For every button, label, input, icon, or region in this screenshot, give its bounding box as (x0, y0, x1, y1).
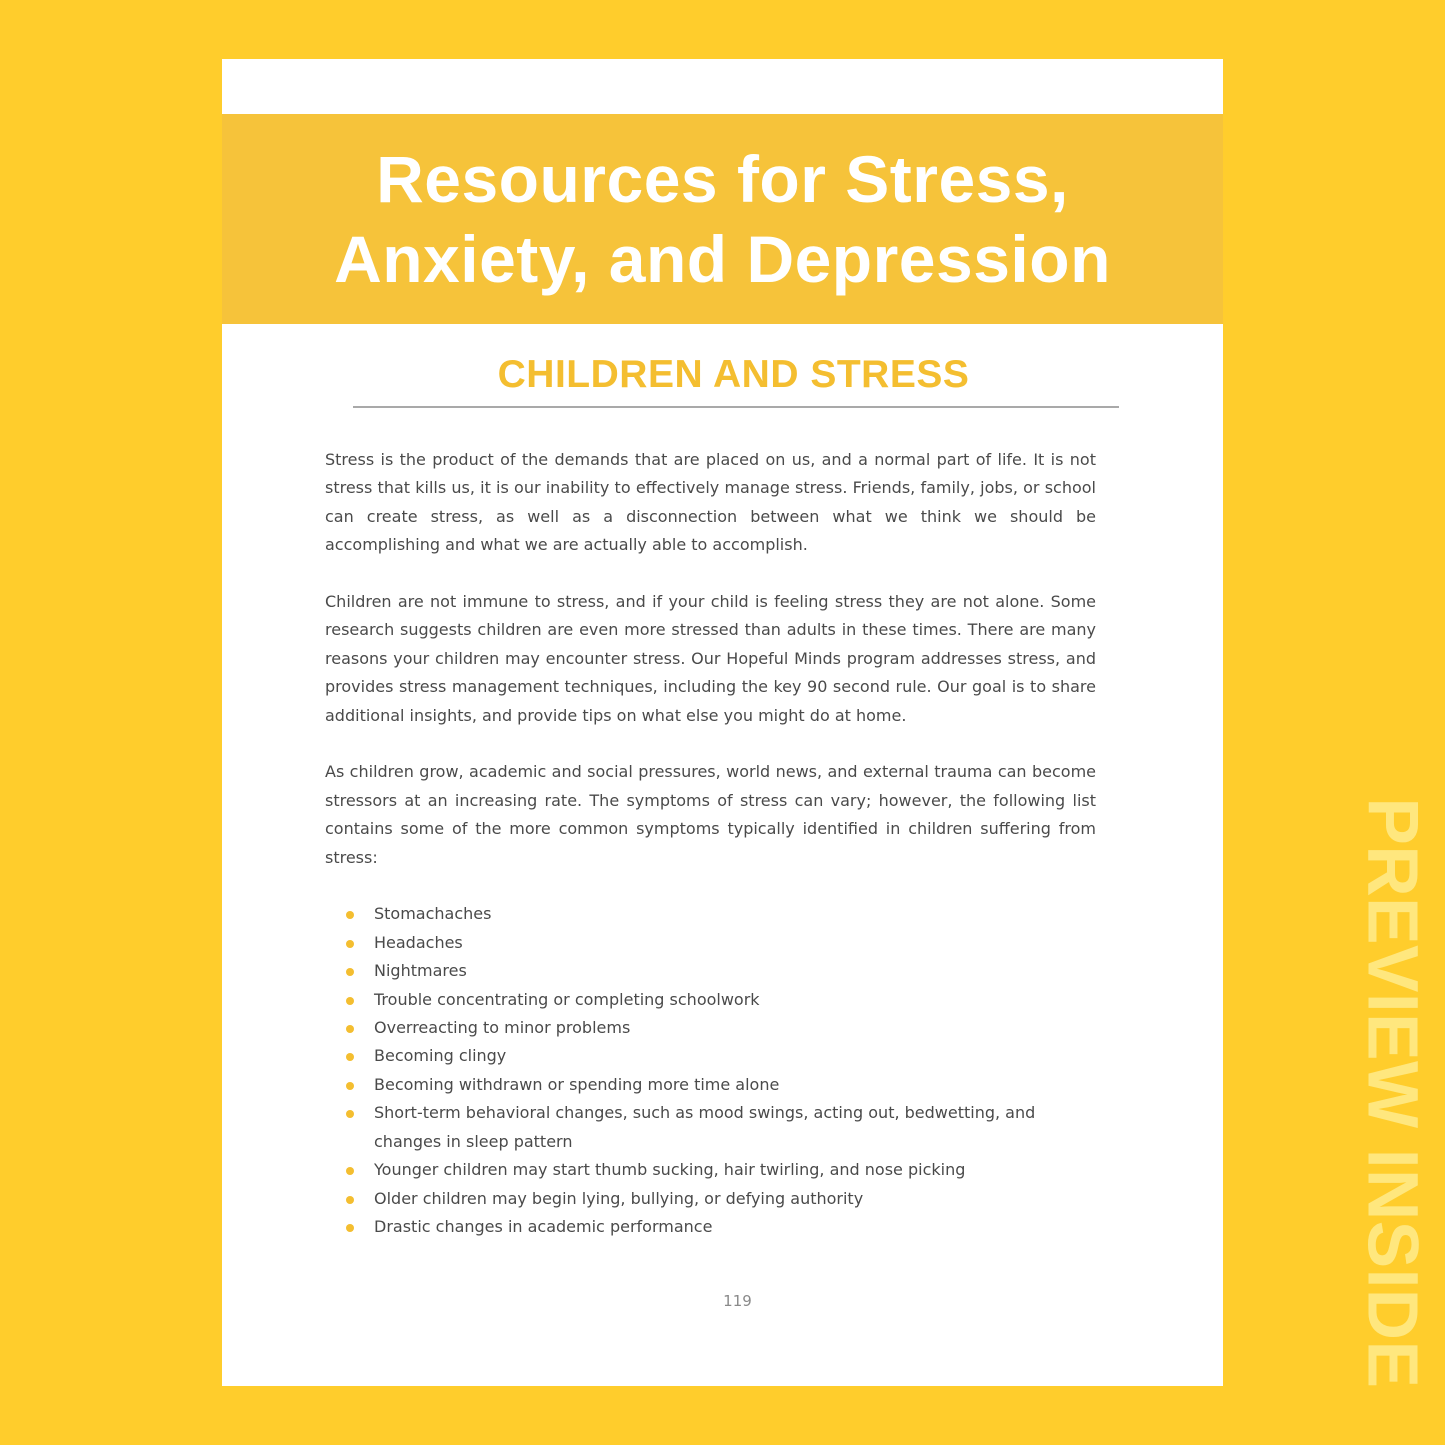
list-item-text: Older children may begin lying, bullying, or defying authority (374, 1188, 864, 1208)
list-item (325, 1071, 1096, 1099)
list-item (325, 1014, 1096, 1042)
list-item (325, 929, 1096, 957)
list-item-text: Overreacting to minor problems (374, 1018, 631, 1038)
title-banner (222, 114, 1223, 324)
bullet-icon (346, 968, 354, 976)
section-heading: CHILDREN AND STRESS (497, 353, 970, 396)
paragraph: Children are not immune to stress, and if your child is feeling stress they are not alone. Some research suggests children are even more stressed than adults in these times. There are many reasons your children may encounter stress. Our Hopeful Minds program addresses stress, and provides stress management techniques, including the key 90 second rule. Our goal is to share additional insights, and provide tips on what else you might do at home. (325, 592, 1096, 725)
document-page (222, 59, 1223, 1386)
list-item (325, 1099, 1096, 1156)
bullet-icon (346, 1224, 354, 1232)
list-item (325, 1185, 1096, 1213)
list-item (325, 1156, 1096, 1184)
paragraph: Stress is the product of the demands that are placed on us, and a normal part of life. It is not stress that kills us, it is our inability to effectively manage stress. Friends, family, jobs, or school can create stress, as well as a disconnection between what we think we should be accomplishing and what we are actually able to accomplish. (325, 450, 1096, 555)
list-item-text: Trouble concentrating or completing schoolwork (374, 989, 760, 1009)
watermark-text: PREVIEW INSIDE (1352, 797, 1432, 1389)
list-item-text: Younger children may start thumb sucking, hair twirling, and nose picking (374, 1160, 966, 1180)
page-number: 119 (723, 1292, 752, 1310)
list-item-text: Nightmares (374, 961, 467, 981)
bullet-icon (346, 1082, 354, 1090)
heading-divider (353, 406, 1119, 408)
bullet-icon (346, 997, 354, 1005)
list-item (325, 1042, 1096, 1070)
body-content (325, 446, 1096, 1241)
list-item-text: Stomachaches (374, 904, 492, 924)
bullet-icon (346, 940, 354, 948)
bullet-icon (346, 911, 354, 919)
list-item (325, 957, 1096, 985)
page-title-line-1: Resources for Stress, (376, 142, 1069, 216)
list-item (325, 1213, 1096, 1241)
list-item-text: Becoming clingy (374, 1046, 507, 1066)
paragraph: As children grow, academic and social pressures, world news, and external trauma can become stressors at an increasing rate. The symptoms of stress can vary; however, the following list contains some of the more common symptoms typically identified in children suffering from stress: (325, 762, 1096, 867)
list-item-text: Headaches (374, 932, 463, 952)
bullet-icon (346, 1167, 354, 1175)
page-title-line-2: Anxiety, and Depression (334, 222, 1111, 296)
symptoms-list (325, 900, 1096, 1241)
bullet-icon (346, 1110, 354, 1118)
bullet-icon (346, 1053, 354, 1061)
list-item (325, 900, 1096, 928)
bullet-icon (346, 1196, 354, 1204)
list-item-text: Short-term behavioral changes, such as mood swings, acting out, bedwetting, and changes in sleep pattern (374, 1103, 1036, 1151)
list-item (325, 986, 1096, 1014)
list-item-text: Drastic changes in academic performance (374, 1216, 713, 1236)
preview-watermark (1352, 797, 1432, 1389)
list-item-text: Becoming withdrawn or spending more time alone (374, 1074, 780, 1094)
bullet-icon (346, 1025, 354, 1033)
